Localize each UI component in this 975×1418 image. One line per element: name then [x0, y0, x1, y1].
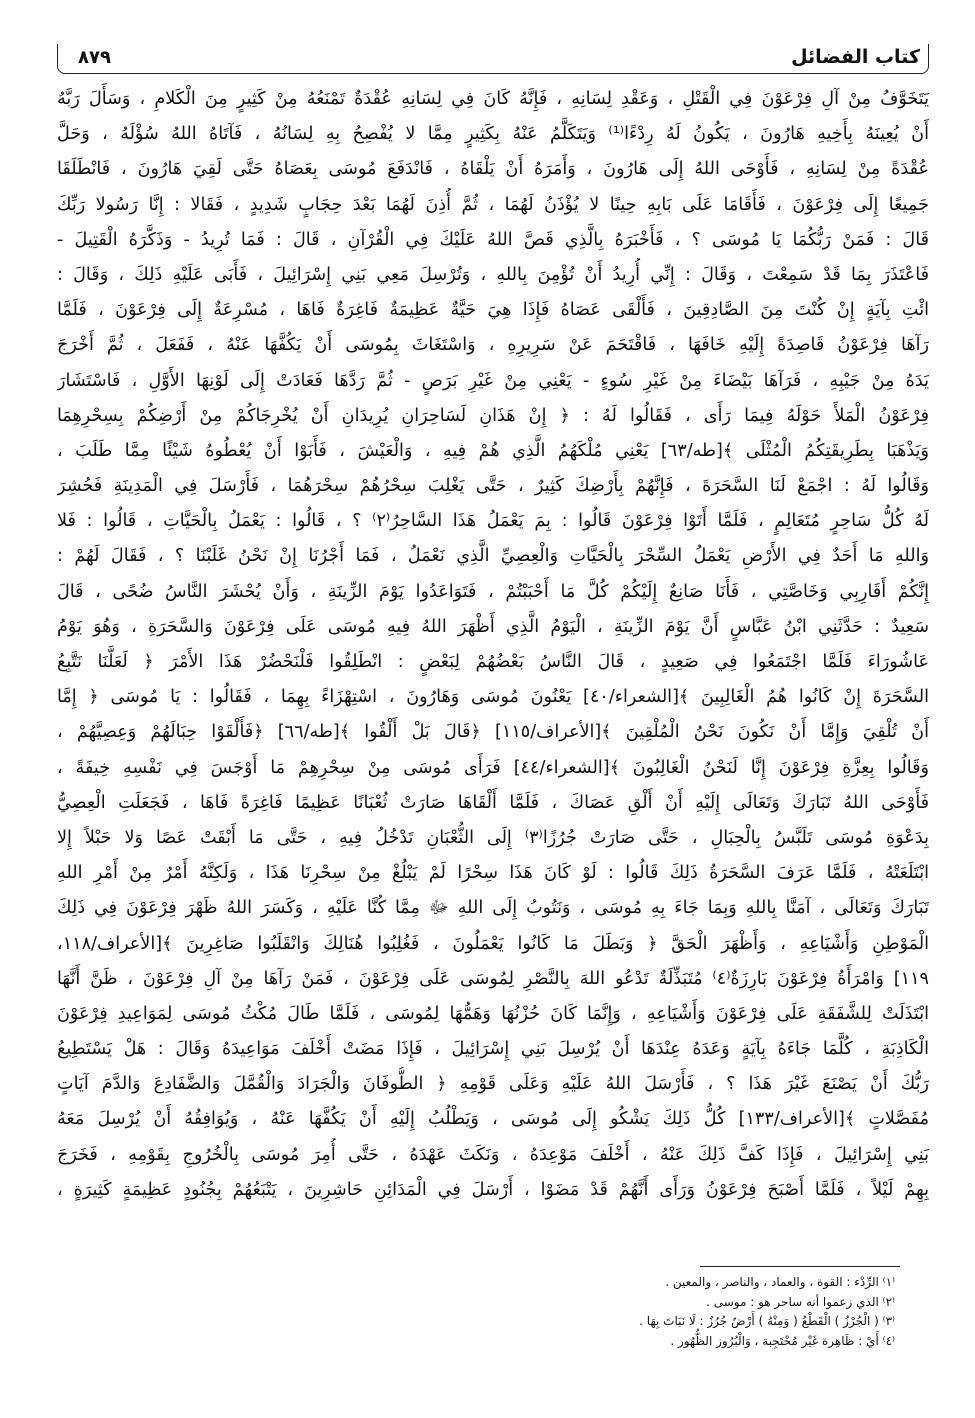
- text-line: ابْتَذَلَتْ لِلشَّفَقَةِ عَلَى فِرْعَوْنَ وَأَشْيَاعِهِ ، وَإِنَّمَا كَانَ حُزْنُهَا وَهَمُّهَا لِمُوسَى ، فَلَمَّا طَالَ مُكْثُ مُوسَى لِمَوَاعِيدِ فِرْعَوْنَ: [57, 1003, 929, 1024]
- text-line: رَآهَا فِرْعَوْنُ قَاصِدَةً إِلَيْهِ خَافَهَا ، فَاقْتَحَمَ عَنْ سَرِيرِهِ ، وَاسْتَغَاثَ بِمُوسَى أَنْ يَكُفَّهَا عَنْهُ ، فَفَعَلَ ، ثُمَّ أَخْرَجَ: [57, 335, 929, 356]
- text-line: مُفَصَّلاتٍ ﴾[الأعراف/١٣٣] كُلُّ ذَلِكَ يَشْكُو إِلَى مُوسَى ، وَيَطْلُبُ إِلَيْهِ أَنْ يَكُفَّهَا عَنْهُ ، وَيُوَافِقُهُ أَنْ يُرْسِلَ مَعَهُ: [57, 1109, 929, 1130]
- footnote-divider: [700, 1266, 900, 1267]
- text-line: ائْتِ بِآيَةٍ إِنْ كُنْتَ مِنَ الصَّادِقِينَ ، فَأَلْقَى عَصَاهُ فَإِذَا هِيَ حَيَّةٌ عَظِيمَةٌ فَاغِرَةٌ فَاهَا ، مُسْرِعَةٌ إِلَى فِرْعَوْنَ ، فَلَمَّا: [57, 300, 929, 321]
- text-line: يَتَخَوَّفُ مِنْ آلِ فِرْعَوْنَ فِي الْقَتْلِ ، وَعَقْدِ لِسَانِهِ ، فَإِنَّهُ كَانَ فِي لِسَانِهِ عُقْدَةٌ تَمْنَعُهُ مِنْ كَثِيرٍ مِنَ الْكَلامِ ، وَسَأَلَ رَبَّهُ: [57, 89, 929, 109]
- text-line: لَهُ كُلُّ سَاحِرٍ مُتَعَالِمٍ ، فَلَمَّا أَتَوْا فِرْعَوْنَ قَالُوا : بِمَ يَعْمَلُ هَذَا السَّاحِرُ⁽٢⁾ ؟ ، قَالُوا : يَعْمَلُ بِالْحَيَّاتِ ، قَالُوا : فَلا: [57, 511, 929, 532]
- text-line: ١١٩] وَامْرَأَةُ فِرْعَوْنَ بَارِزَةٌ⁽٤⁾ مُتَبَذِّلَةٌ تَدْعُو اللهَ بِالنَّصْرِ لِمُوسَى عَلَى فِرْعَوْنَ ، فَمَنْ رَآهَا مِنْ آلِ فِرْعَوْنَ ، ظَنَّ أَنَّهَا: [57, 968, 929, 989]
- text-line: عَاشُورَاءَ فَلَمَّا اجْتَمَعُوا فِي صَعِيدٍ ، قَالَ النَّاسُ بَعْضُهُمْ لِبَعْضٍ : انْطَلِقُوا فَلْنَحْضُرْ هَذَا الأَمْرَ ﴿ لَعَلَّنَا نَتَّبِعُ: [57, 652, 929, 672]
- footnote: ⁽٣⁾ ( الْجُرْزُ ) الْقَطْعُ ( وَمِنْهُ ) أَرْضٌ جُرُزٌ : لَا نَبَاتَ بِهَا .: [639, 1314, 895, 1328]
- page-header: [57, 44, 929, 74]
- text-line: سَعِيدٌ : حَدَّثَنِي ابْنُ عَبَّاسٍ أَنَّ يَوْمَ الزِّينَةِ ، الْيَوْمُ الَّذِي أَظْهَرَ اللهُ فِيهِ مُوسَى عَلَى فِرْعَوْنَ وَالسَّحَرَةِ ، وَهُوَ يَوْمُ: [57, 616, 929, 637]
- footnote: ⁽١⁾ الرِّدْء : القوة ، والعماد ، والناصر ، والمعين .: [665, 1275, 895, 1289]
- text-line: وَقَالُوا لَهُ : اجْمَعْ لَنَا السَّحَرَةَ ، فَإِنَّهُمْ بِأَرْضِكَ كَثِيرٌ ، حَتَّى يَغْلِبَ سِحْرُهُمْ سِحْرَهُمَا ، فَأَرْسَلَ فِي الْمَدِينَةِ فَحُشِرَ: [57, 476, 929, 497]
- footnotes: [565, 1273, 895, 1351]
- text-line: بِدَعْوَةِ مُوسَى تَلَبَّسُ بِالْحِبَالِ ، حَتَّى صَارَتْ جُرُزًا⁽٣⁾ إِلَى الثُّعْبَانِ تَدْخُلُ فِيهِ ، حَتَّى مَا أَبْقَتْ عَصًا وَلا حَبْلاً إِلا: [57, 827, 929, 848]
- main-text: [57, 82, 929, 1208]
- text-line: رَبُّكَ أَنْ يَصْنَعَ غَيْرَ هَذَا ؟ ، فَأَرْسَلَ اللهُ عَلَيْهِ وَعَلَى قَوْمِهِ ﴿ الطُّوفَانَ وَالْجَرَادَ وَالْقُمَّلَ وَالضَّفَادِعَ وَالدَّمَ آيَاتٍ: [57, 1074, 929, 1095]
- text-line: جَمِيعًا إِلَى فِرْعَوْنَ ، فَأَقَامَا عَلَى بَابِهِ حِينًا لا يُؤْذَنُ لَهُمَا ، ثُمَّ أُذِنَ لَهُمَا بَعْدَ حِجَابٍ شَدِيدٍ ، فَقَالا : إِنَّا رَسُولا رَبِّكَ: [57, 194, 929, 215]
- text-line: بَنِي إِسْرَائِيلَ ، فَإِذَا كَفَّ ذَلِكَ عَنْهُ ، أَخْلَفَ مَوْعِدَهُ ، وَنَكَثَ عَهْدَهُ ، حَتَّى أُمِرَ مُوسَى بِالْخُرُوجِ بِقَوْمِهِ ، فَخَرَجَ: [57, 1144, 929, 1165]
- text-line: وَيَذْهَبَا بِطَرِيقَتِكُمُ الْمُثْلَى ﴾[طه/٦٣] يَعْنِي مُلْكَهُمُ الَّذِي هُمْ فِيهِ ، وَالْعَيْشَ ، فَأَبَوْا أَنْ يُعْطُوهُ شَيْئًا مِمَّا طَلَبَ ،: [57, 440, 929, 461]
- page-number: ٨٧٩: [78, 47, 111, 68]
- text-line: بِهِمْ لَيْلاً ، فَلَمَّا أَصْبَحَ فِرْعَوْنُ وَرَأَى أَنَّهُمْ قَدْ مَضَوْا ، أَرْسَلَ فِي الْمَدَائِنِ حَاشِرِينَ ، يَتْبَعُهُمْ بِجُنُودٍ عَظِيمَةٍ كَثِيرَةٍ ،: [57, 1179, 929, 1200]
- text-line: ابْتَلَعَتْهُ ، فَلَمَّا عَرَفَ السَّحَرَةُ ذَلِكَ قَالُوا : لَوْ كَانَ هَذَا سِحْرًا لَمْ يَبْلُغْ مِنْ سِحْرِنَا هَذَا ، وَلَكِنَّهُ أَمْرٌ مِنْ أَمْرِ اللهِ: [57, 863, 929, 884]
- text-line: عُقْدَةً مِنْ لِسَانِهِ ، فَأَوْحَى اللهُ إِلَى هَارُونَ ، وَأَمَرَهُ أَنْ يَلْقَاهُ ، فَانْدَفَعَ مُوسَى بِعَصَاهُ حَتَّى لَقِيَ هَارُونَ ، فَانْطَلَقَا: [57, 159, 929, 180]
- text-line: فَأَوْحَى اللهُ تَبَارَكَ وَتَعَالَى إِلَيْهِ أَنْ أَلْقِ عَصَاكَ ، فَلَمَّا أَلْقَاهَا صَارَتْ ثُعْبَانًا عَظِيمًا فَاغِرَةً فَاهَا ، فَجَعَلَتِ الْعِصِيُّ: [57, 792, 929, 813]
- text-line: فِرْعَوْنُ الْمَلأَ حَوْلَهُ فِيمَا رَأَى ، فَقَالُوا لَهُ : ﴿ إِنْ هَذَانِ لَسَاحِرَانِ يُرِيدَانِ أَنْ يُخْرِجَاكُمْ مِنْ أَرْضِكُمْ بِسِحْرِهِمَا: [57, 405, 929, 426]
- footnote: ⁽٢⁾ الذي زعموا أنه ساحر هو : موسى .: [706, 1294, 895, 1309]
- text-line: الْمَوْطِنِ وَأَشْيَاعِهِ ، وَأَظْهَرَ الْحَقَّ ﴿ وَبَطَلَ مَا كَانُوا يَعْمَلُونَ ، فَغُلِبُوا هُنَالِكَ وَانْقَلَبُوا صَاغِرِينَ ﴾[الأعراف/١١٨،: [57, 933, 929, 954]
- text-line: السَّحَرَةَ إِنْ كَانُوا هُمُ الْغَالِبِينَ ﴾[الشعراء/٤٠] يَعْنُونَ مُوسَى وَهَارُونَ ، اسْتِهْزَاءً بِهِمَا ، فَقَالُوا : يَا مُوسَى ﴿ إِمَّا: [57, 687, 929, 708]
- footnote: ⁽٤⁾ أَيْ : ظَاهِرة غَيْر مُحْتَجِبة ، وَالْبُرُوز الظُّهُور .: [670, 1333, 895, 1348]
- text-line: أَنْ تُلْقِيَ وَإِمَّا أَنْ نَكُونَ نَحْنُ الْمُلْقِينَ ﴾[الأعراف/١١٥] ﴿قَالَ بَلْ أَلْقُوا ﴾[طه/٦٦] ﴿فَأَلْقَوْا حِبَالَهُمْ وَعِصِيَّهُمْ ،: [57, 722, 929, 743]
- text-line: قَالَ : فَمَنْ رَبُّكُمَا يَا مُوسَى ؟ ، فَأَخْبَرَهُ بِالَّذِي قَصَّ اللهُ عَلَيْكَ فِي الْقُرْآنِ ، قَالَ : فَمَا تُرِيدُ - وَذَكَّرَهُ الْقَتِيلَ -: [57, 229, 929, 250]
- text-line: وَقَالُوا بِعِزَّةِ فِرْعَوْنَ إِنَّا لَنَحْنُ الْغَالِبُونَ ﴾[الشعراء/٤٤] فَرَأَى مُوسَى مِنْ سِحْرِهِمْ مَا أَوْجَسَ فِي نَفْسِهِ خِيفَةً ،: [57, 757, 929, 778]
- text-line: تَبَارَكَ وَتَعَالَى ، آمَنَّا بِاللهِ وَبِمَا جَاءَ بِهِ مُوسَى ، وَنَتُوبُ إِلَى اللهِ ﷻ مِمَّا كُنَّا عَلَيْهِ ، وَكَسَرَ اللهُ ظَهْرَ فِرْعَوْنَ فِي ذَلِكَ: [57, 898, 929, 919]
- text-line: إِنَّكُمْ أَقَارِبِي وَخَاصَّتِي ، فَأَنَا صَانِعٌ إِلَيْكُمْ كُلَّ مَا أَحْبَبْتُمْ ، فَتَوَاعَدُوا يَوْمَ الزِّينَةِ ، وَأَنْ يُحْشَرَ النَّاسُ ضُحًى ، قَالَ: [57, 581, 929, 602]
- book-title: كتاب الفضائل: [791, 46, 920, 68]
- text-line: وَاللهِ مَا أَحَدٌ فِي الأَرْضِ يَعْمَلُ السِّحْرَ بِالْحَيَّاتِ وَالْعِصِيِّ الَّذِي نَعْمَلُ ، فَمَا أَجْرُنَا إِنْ نَحْنُ غَلَبْنَا ؟ ، فَقَالَ لَهُمْ :: [57, 546, 929, 567]
- text-line: فَاعْتَذَرَ بِمَا قَدْ سَمِعْتَ ، وَقَالَ : إِنِّي أُرِيدُ أَنْ تُؤْمِنَ بِاللهِ ، وَتُرْسِلَ مَعِي بَنِي إِسْرَائِيلَ ، فَأَبَى عَلَيْهِ ذَلِكَ ، وَقَالَ :: [57, 264, 929, 285]
- text-line: يَدَهُ مِنْ جَيْبِهِ ، فَرَآهَا بَيْضَاءَ مِنْ غَيْرِ سُوءٍ - يَعْنِي مِنْ غَيْرِ بَرَصٍ - ثُمَّ رَدَّهَا فَعَادَتْ إِلَى لَوْنِهَا الأَوَّلِ ، فَاسْتَشَارَ: [57, 370, 929, 391]
- text-line: الْكَاذِبَةِ ، كُلَّمَا جَاءَهُ بِآيَةٍ وَعَدَهُ عِنْدَهَا أَنْ يُرْسِلَ بَنِي إِسْرَائِيلَ ، فَإِذَا مَضَتْ أَخْلَفَ مَوَاعِيدَهُ وَقَالَ : هَلْ يَسْتَطِيعُ: [57, 1039, 929, 1060]
- text-line: أَنْ يُعِينَهُ بِأَخِيهِ هَارُونَ ، يَكُونُ لَهُ رِدْءًا⁽¹⁾ وَيَتَكَلَّمُ عَنْهُ بِكَثِيرٍ مِمَّا لا يُفْصِحُ بِهِ لِسَانُهُ ، فَآتَاهُ اللهُ سُؤْلَهُ ، وَحَلَّ: [57, 124, 929, 145]
